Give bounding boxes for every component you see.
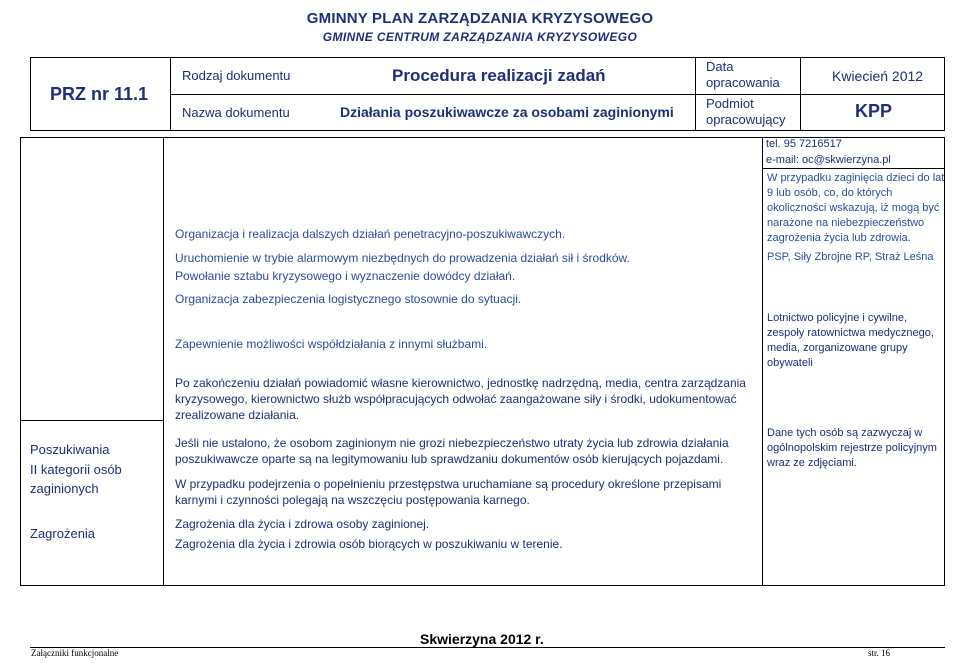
- note-2: PSP, Siły Zbrojne RP, Straż Leśna: [767, 251, 934, 263]
- task-6-line-3: zrealizowane działania.: [175, 408, 300, 422]
- plan-title: GMINNY PLAN ZARZĄDZANIA KRYZYSOWEGO: [306, 10, 654, 27]
- note-3-line-4: obywateli: [767, 357, 813, 369]
- note-4-line-3: wraz ze zdjęciami.: [767, 457, 857, 469]
- section-search-1: Poszukiwania: [30, 442, 110, 457]
- footer-page: str. 16: [868, 648, 891, 658]
- note-3-line-2: zespoły ratownictwa medycznego,: [767, 327, 934, 339]
- section-threats: Zagrożenia: [30, 526, 96, 541]
- note-1-line-3: okoliczności wskazują, iż mogą być: [767, 202, 940, 214]
- task-4: Organizacja zabezpieczenia logistycznego stosownie do sytuacji.: [175, 292, 522, 306]
- note-3-line-3: media, zorganizowane grupy: [767, 342, 908, 354]
- footer-left: Załączniki funkcjonalne: [31, 648, 119, 658]
- doc-name-value: Działania poszukiwawcze za osobami zaginionymi: [340, 104, 674, 120]
- task-2: Uruchomienie w trybie alarmowym niezbędnych do prowadzenia działań sił i środków.: [175, 251, 630, 265]
- task-5: Zapewnienie możliwości współdziałania z innymi służbami.: [175, 337, 488, 351]
- note-1-line-4: narażone na niebezpieczeństwo: [767, 217, 925, 229]
- footer-city: Skwierzyna 2012 r.: [420, 631, 544, 647]
- doc-name-label: Nazwa dokumentu: [182, 105, 290, 120]
- note-4-line-1: Dane tych osób są zazwyczaj w: [767, 427, 923, 439]
- author-value: KPP: [855, 101, 893, 121]
- task-7-line-2: poszukiwawcze oparte są na legitymowaniu lub sprawdzaniu dokumentów osób kierujących pojazdami.: [175, 452, 724, 466]
- task-8-line-1: W przypadku podejrzenia o popełnieniu przestępstwa uruchamiane są procedury określone przepisami: [175, 477, 722, 491]
- phone-number: tel. 95 7216517: [766, 138, 842, 150]
- email-address: e-mail: oc@skwierzyna.pl: [766, 154, 891, 166]
- task-6-line-1: Po zakończeniu działań powiadomić własne kierownictwo, jednostkę nadrzędną, media, centra zarządzania: [175, 376, 746, 390]
- note-4-line-2: ogólnopolskim rejestrze policyjnym: [767, 442, 937, 454]
- task-7-line-1: Jeśli nie ustalono, że osobom zaginionym nie grozi niebezpieczeństwo utraty życia lub zdrowia działania: [175, 436, 729, 450]
- note-1-line-5: zagrożenia życia lub zdrowia.: [767, 232, 911, 244]
- date-label-2: opracowania: [706, 75, 780, 90]
- author-label: Podmiot: [706, 96, 754, 111]
- procedure-code: PRZ nr 11.1: [50, 84, 149, 104]
- author-label-2: opracowujący: [706, 112, 786, 127]
- date-label: Data: [706, 59, 734, 74]
- doc-type-label: Rodzaj dokumentu: [182, 68, 291, 83]
- task-8-line-2: karnymi i czynności polegają na wszczęciu postępowania karnego.: [175, 493, 530, 507]
- task-10: Zagrożenia dla życia i zdrowia osób biorących w poszukiwaniu w terenie.: [175, 537, 563, 551]
- task-1: Organizacja i realizacja dalszych działań penetracyjno-poszukiwawczych.: [175, 227, 566, 241]
- doc-type-value: Procedura realizacji zadań: [392, 66, 606, 85]
- section-search-2: II kategorii osób: [30, 462, 122, 477]
- date-value: Kwiecień 2012: [832, 68, 924, 84]
- note-1-line-2: 9 lub osób, co, do których: [767, 187, 893, 199]
- task-9: Zagrożenia dla życia i zdrowa osoby zaginionej.: [175, 517, 430, 531]
- center-subtitle: GMINNE CENTRUM ZARZĄDZANIA KRYZYSOWEGO: [322, 30, 638, 44]
- task-3: Powołanie sztabu kryzysowego i wyznaczenie dowódcy działań.: [175, 269, 516, 283]
- task-6-line-2: kryzysowego, kierownictwo służb współpracujących odwołać zaangażowane siły i środki, udokumentować: [175, 392, 737, 406]
- note-1-line-1: W przypadku zaginięcia dzieci do lat: [767, 172, 945, 184]
- section-search-3: zaginionych: [30, 481, 99, 496]
- note-3-line-1: Lotnictwo policyjne i cywilne,: [767, 312, 908, 324]
